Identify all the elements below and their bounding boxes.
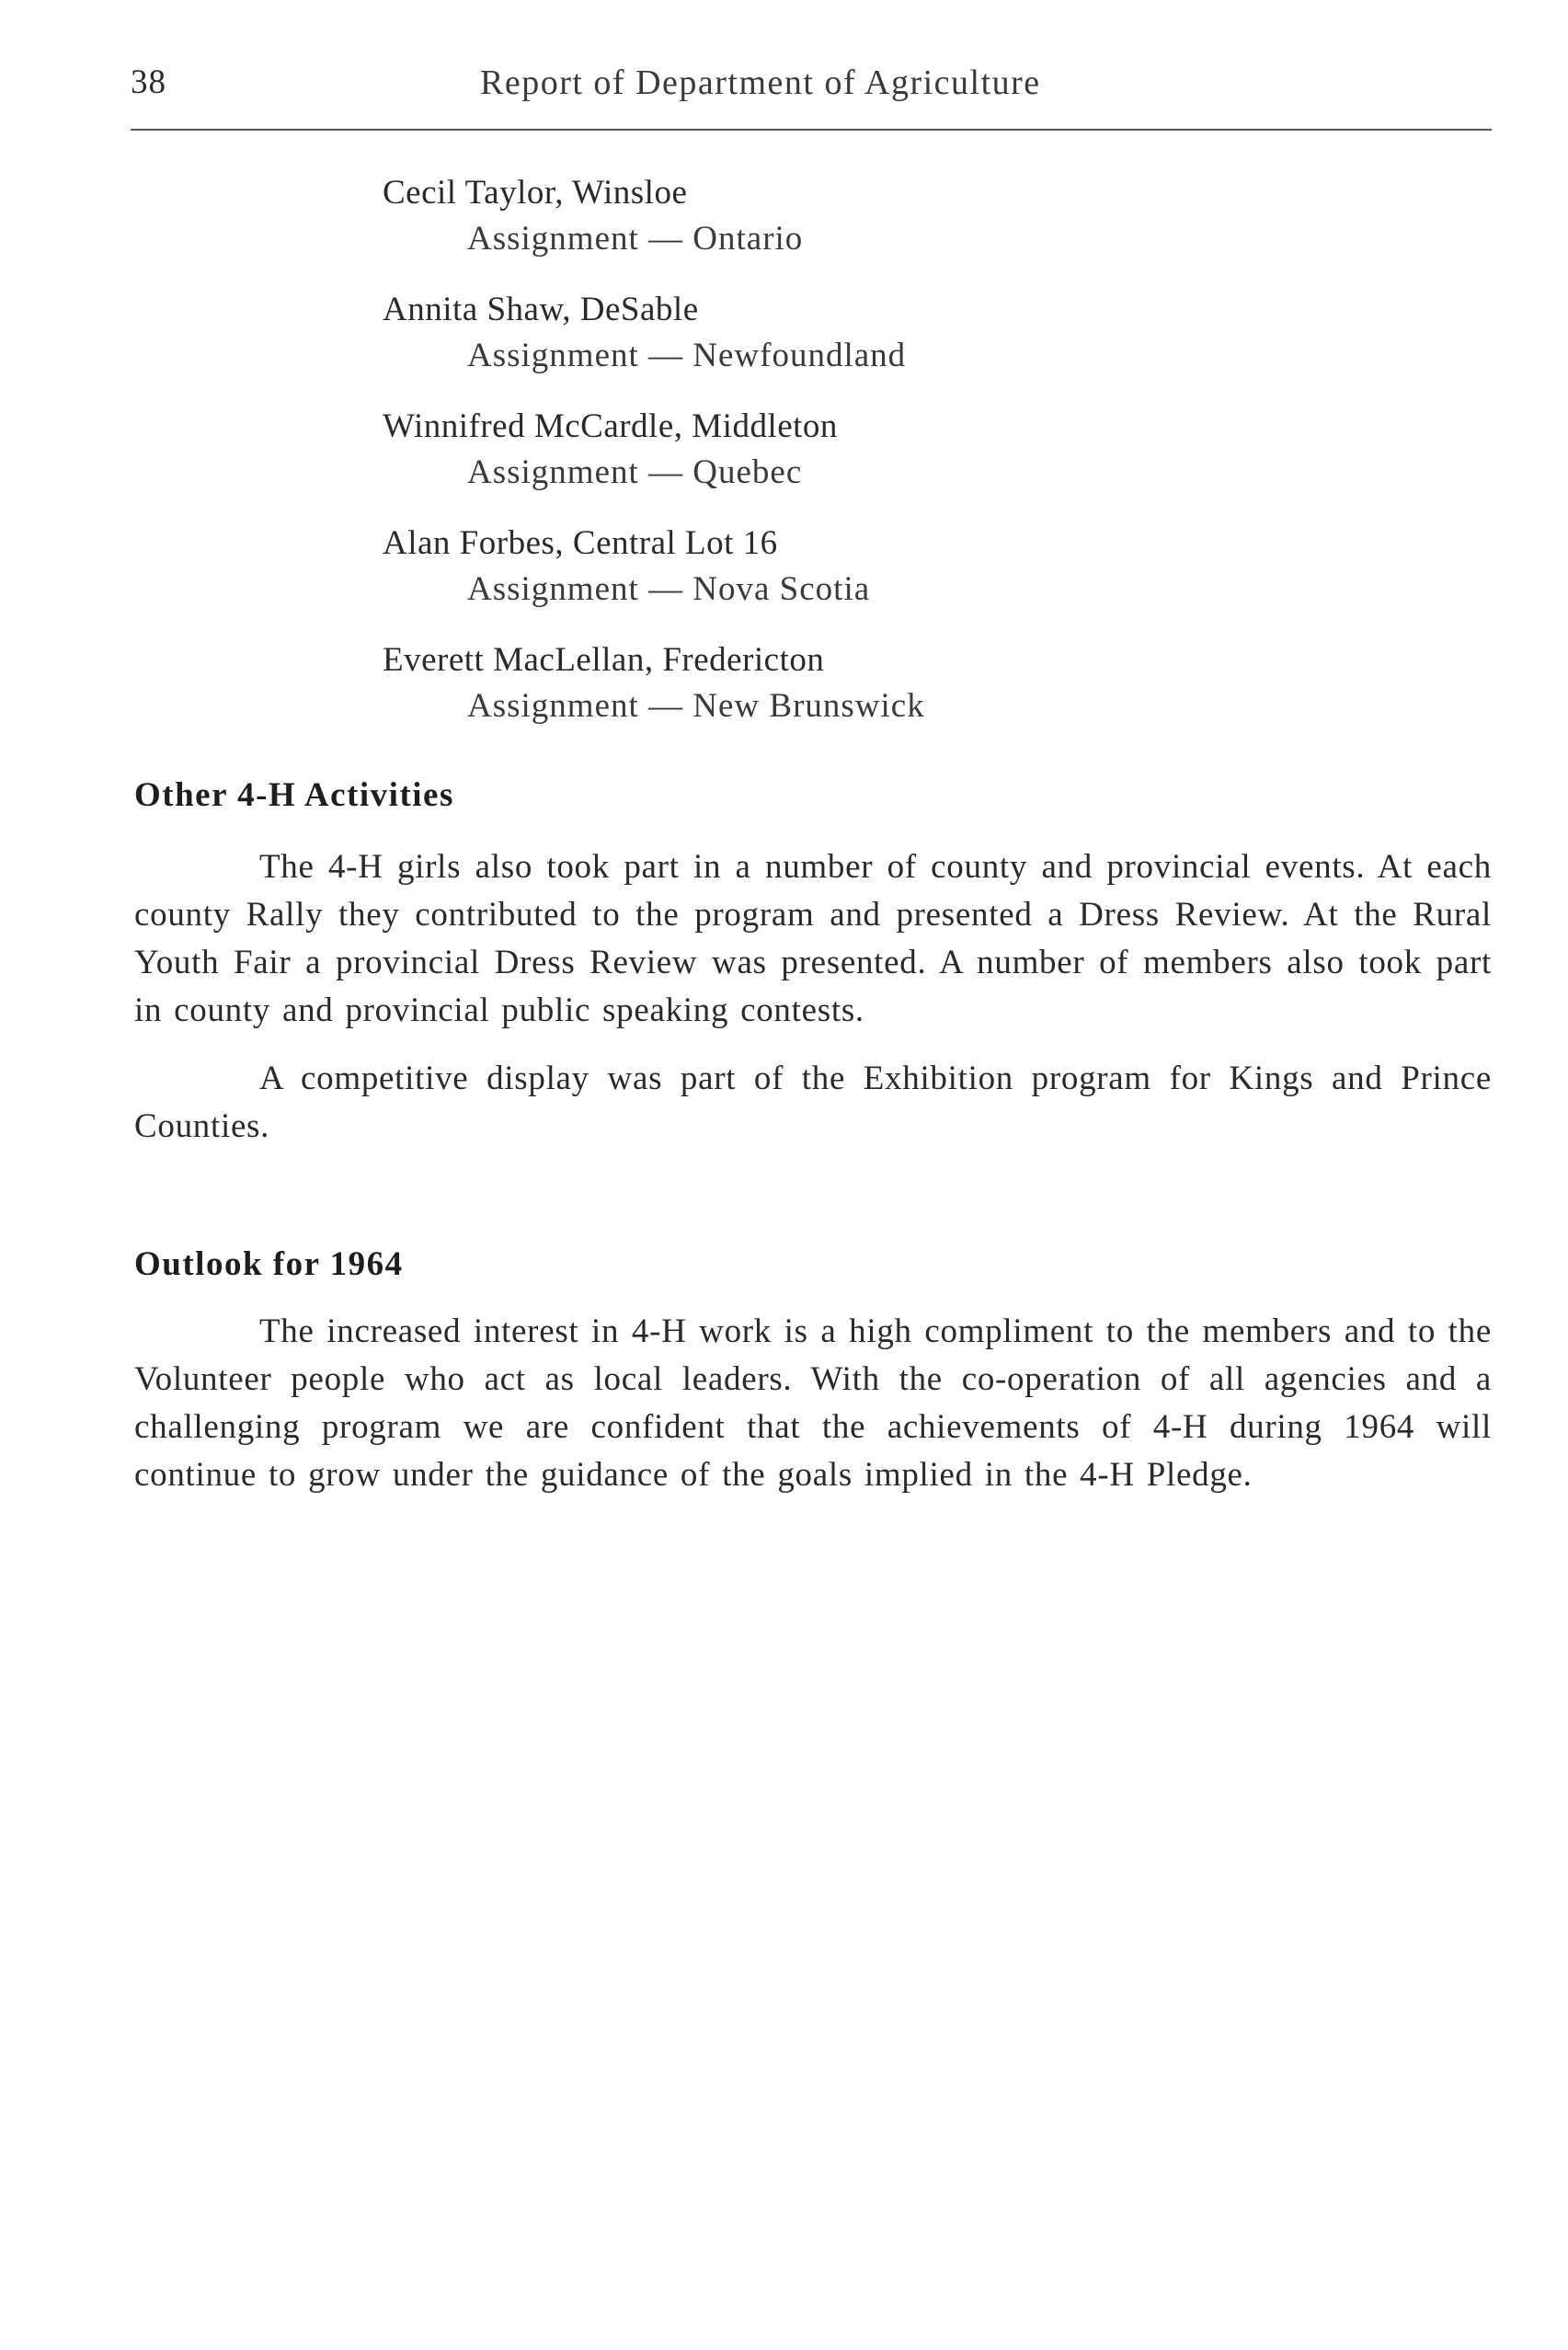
header-rule [131, 129, 1492, 131]
assignment-list [383, 170, 1210, 754]
assignment-entry [383, 404, 1210, 496]
running-head [131, 63, 1492, 118]
delegate-name: Winnifred McCardle, Middleton [383, 407, 838, 445]
outlook-body [134, 1308, 1492, 1519]
delegate-assignment: Assignment — Quebec [467, 453, 803, 491]
section-heading-outlook: Outlook for 1964 [134, 1245, 404, 1283]
running-head-title: Report of Department of Agriculture [480, 63, 1041, 102]
delegate-name: Annita Shaw, DeSable [383, 291, 699, 328]
delegate-assignment: Assignment — Nova Scotia [467, 570, 871, 608]
other-activities-body [134, 843, 1492, 1171]
delegate-assignment: Assignment — Newfoundland [467, 337, 907, 374]
delegate-name: Alan Forbes, Central Lot 16 [383, 524, 778, 562]
assignment-entry [383, 170, 1210, 262]
page-number: 38 [131, 63, 166, 101]
delegate-assignment: Assignment — New Brunswick [467, 687, 925, 725]
delegate-name: Cecil Taylor, Winsloe [383, 174, 688, 212]
delegate-name: Everett MacLellan, Fredericton [383, 641, 825, 679]
assignment-entry [383, 637, 1210, 729]
paragraph: The increased interest in 4-H work is a high compliment to the members and to the Volunteer people who act as local leaders. With the co-operation of all agencies and a challenging program we are confident that the achievements of 4-H during 1964 will continue to grow under the guidance of the goals implied in the 4-H Pledge. [134, 1313, 1492, 1494]
paragraph: The 4-H girls also took part in a number of county and provincial events. At each county Rally they contributed to the program and presented a Dress Review. At the Rural Youth Fair a provincial Dress Review was presented. A number of members also took part in county and provincial public speaking contests. [134, 848, 1492, 1029]
assignment-entry [383, 521, 1210, 613]
assignment-entry [383, 287, 1210, 379]
delegate-assignment: Assignment — Ontario [467, 220, 804, 258]
paragraph: A competitive display was part of the Exhibition program for Kings and Prince Counties. [134, 1060, 1492, 1145]
section-heading-other-activities: Other 4-H Activities [134, 776, 454, 814]
